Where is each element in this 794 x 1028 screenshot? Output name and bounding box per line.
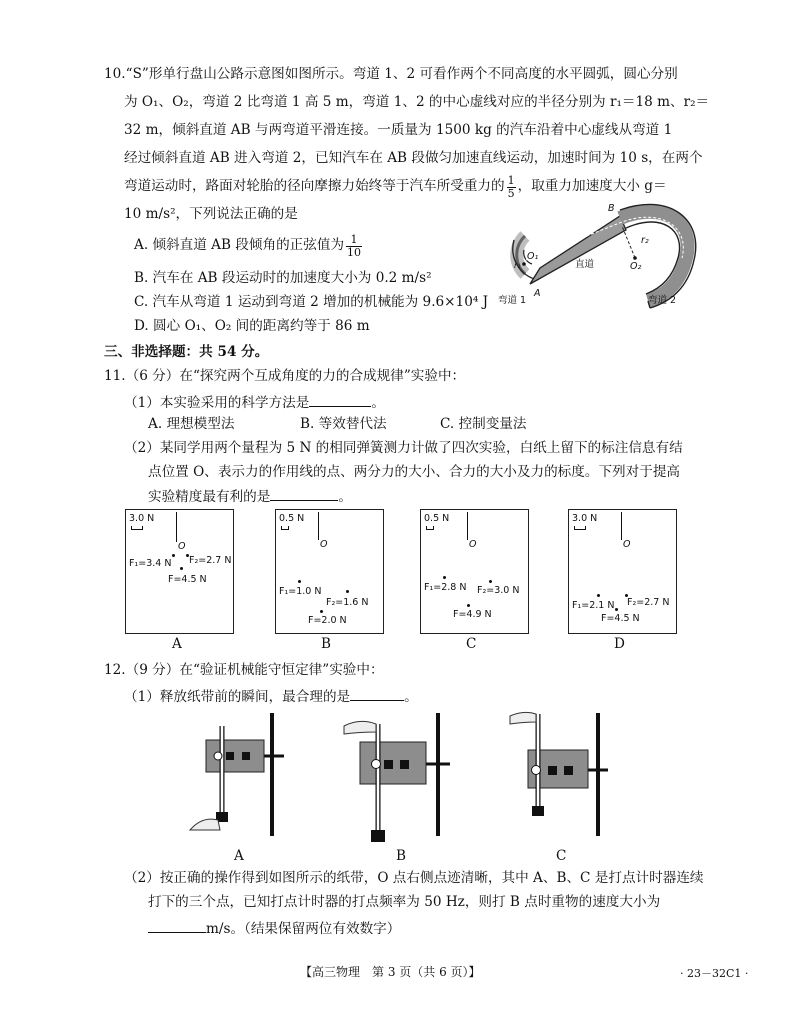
straight-road-label: 直道 (575, 259, 595, 270)
q11-part-1 (124, 394, 385, 411)
answer-blank (270, 488, 338, 501)
q10-line-5-text-b: ，取重力加速度大小 g＝ (517, 178, 667, 195)
panel-c-caption: C (466, 636, 477, 652)
f1-label: F₁=2.8 N (424, 582, 467, 593)
scale-label: 3.0 N (572, 513, 598, 524)
f2-dot (489, 580, 492, 583)
apparatus-c (510, 712, 608, 836)
f-dot (467, 604, 470, 607)
o1-label: O₁ (527, 251, 539, 262)
q10-option-d: D. 圆心 O₁、O₂ 间的距离约等于 86 m (134, 318, 370, 334)
force-line (176, 512, 177, 542)
scale-label: 0.5 N (279, 513, 305, 524)
apparatus-a-caption: A (234, 848, 244, 864)
q11-choice-c: C. 控制变量法 (440, 416, 527, 432)
q11-choice-b: B. 等效替代法 (300, 416, 387, 432)
point-b-label: B (608, 203, 615, 214)
q11-part-2-end: 。 (338, 489, 352, 505)
f-dot (180, 567, 183, 570)
point-a-label: A (534, 288, 541, 299)
f2-label: F₂=1.6 N (326, 597, 369, 608)
q11-part-1-end: 。 (371, 395, 385, 411)
q10-line-5-text-a: 弯道运动时，路面对轮胎的径向摩擦力始终等于汽车所受重力的 (124, 178, 505, 195)
fraction-numerator: 1 (346, 234, 362, 247)
f2-label: F₂=2.7 N (627, 597, 670, 608)
apparatus-b (344, 713, 450, 842)
q12-part-1-end: 。 (404, 689, 418, 705)
q11-part-2-line-1: （2）某同学用两个量程为 5 N 的相同弹簧测力计做了四次实验，白纸上留下的标注信息有结 (124, 440, 683, 456)
q12-part-1-text: （1）释放纸带前的瞬间，最合理的是 (124, 689, 351, 705)
knot-point-o: O (320, 539, 328, 550)
knot-point-o: O (469, 539, 477, 550)
q12-part-2-line-1: （2）按正确的操作得到如图所示的纸带，O 点右侧点迹清晰，其中 A、B、C 是打点计时器连续 (124, 870, 704, 886)
q11-part-2-line-2: 点位置 O、表示力的作用线的点、两分力的大小、合力的大小及力的标度。下列对于提高 (148, 464, 681, 480)
q12-part-2-line-2: 打下的三个点，已知打点计时器的打点频率为 50 Hz，则打 B 点时重物的速度大小为 (148, 894, 661, 910)
q10-line-3: 32 m，倾斜直道 AB 与两弯道平滑连接。一质量为 1500 kg 的汽车沿着中心虚线从弯道 1 (124, 122, 673, 138)
center-o1-dot (522, 262, 526, 266)
scale-bar (281, 526, 289, 530)
f2-label: F₂=3.0 N (477, 585, 520, 596)
apparatus-c-caption: C (556, 848, 567, 864)
fraction-one-tenth (346, 234, 362, 258)
answer-blank (148, 920, 206, 933)
panel-a-caption: A (172, 636, 182, 652)
f2-label: F₂=2.7 N (189, 555, 232, 566)
q10-line-4: 经过倾斜直道 AB 进入弯道 2，已知汽车在 AB 段做匀加速直线运动，加速时间为 10 s，在两个 (124, 150, 703, 166)
q10-line-2: 为 O₁、O₂，弯道 2 比弯道 1 高 5 m，弯道 1、2 的中心虚线对应的半径分别为 r₁＝18 m、r₂＝ (124, 94, 710, 110)
scale-bar (426, 526, 434, 530)
apparatus-b-caption: B (396, 848, 406, 864)
force-line (621, 512, 622, 540)
r1-label: r₁ (514, 261, 521, 270)
f-dot (320, 610, 323, 613)
section-3-heading: 三、非选择题：共 54 分。 (104, 344, 269, 360)
o2-label: O₂ (630, 261, 642, 272)
q12-part-2-line-3-text: m/s。（结果保留两位有效数字） (206, 921, 401, 937)
scale-label: 3.0 N (129, 513, 155, 524)
scale-bar (131, 526, 143, 530)
f1-dot (172, 554, 175, 557)
knot-point-o: O (623, 539, 631, 550)
panel-d-caption: D (614, 636, 625, 652)
q10-option-c: C. 汽车从弯道 1 运动到弯道 2 增加的机械能为 9.6×10⁴ J (134, 294, 489, 310)
page-footer: 【高三物理 第 3 页（共 6 页）】 (300, 965, 481, 979)
curve-2-road (620, 212, 688, 301)
scale-label: 0.5 N (424, 513, 450, 524)
force-panel-a (125, 509, 234, 634)
q10-option-b: B. 汽车在 AB 段运动时的加速度大小为 0.2 m/s² (134, 270, 432, 286)
fraction-denominator: 10 (347, 245, 362, 259)
force-panel-c (420, 509, 529, 634)
f-label: F=4.5 N (168, 574, 207, 585)
q11-choice-a: A. 理想模型法 (148, 416, 235, 432)
q11-part-1-text: （1）本实验采用的科学方法是 (124, 395, 310, 411)
panel-b-caption: B (321, 636, 331, 652)
curve-1-label: 弯道 1 (498, 295, 527, 306)
fraction-denominator: 5 (507, 186, 515, 200)
force-panel-d (568, 509, 677, 634)
q10-line-1: 10.“S”形单行盘山公路示意图如图所示。弯道 1、2 可看作两个不同高度的水平圆弧，圆心分别 (104, 66, 678, 82)
force-panel-b (275, 509, 384, 634)
r2-label: r₂ (641, 235, 649, 246)
f-label: F=4.9 N (453, 609, 492, 620)
force-line (467, 512, 468, 540)
f1-dot (597, 594, 600, 597)
q11-part-2-line-3-text: 实验精度最有利的是 (148, 489, 271, 505)
q12-part-2-line-3 (148, 920, 400, 937)
fraction-numerator: 1 (507, 173, 515, 187)
f1-label: F₁=1.0 N (279, 586, 322, 597)
f1-label: F₁=3.4 N (129, 558, 172, 569)
fraction-one-fifth (507, 175, 516, 199)
f-label: F=2.0 N (308, 615, 347, 626)
q10-line-6: 10 m/s²，下列说法正确的是 (124, 206, 298, 222)
f1-dot (443, 576, 446, 579)
q11-title: 11.（6 分）在“探究两个互成角度的力的合成规律”实验中： (104, 368, 466, 384)
f-dot (615, 608, 618, 611)
center-o2-dot (633, 256, 637, 260)
apparatus-figures (180, 708, 620, 848)
answer-blank (350, 688, 404, 701)
f1-label: F₁=2.1 N (572, 600, 615, 611)
curve-2-label: 弯道 2 (648, 295, 677, 306)
q10-option-a-text: A. 倾斜直道 AB 段倾角的正弦值为 (134, 237, 345, 254)
f2-dot (346, 590, 349, 593)
f-label: F=4.5 N (601, 613, 640, 624)
f1-dot (298, 580, 301, 583)
q12-part-1 (124, 688, 418, 705)
paper-code: · 23－32C1 · (680, 967, 749, 980)
q11-part-2-line-3 (148, 488, 352, 505)
answer-blank (309, 394, 371, 407)
apparatus-a (190, 713, 284, 836)
q10-option-a (134, 232, 364, 260)
q10-line-5 (124, 174, 667, 200)
q12-title: 12.（9 分）在“验证机械能守恒定律”实验中： (104, 662, 384, 678)
force-line (318, 512, 319, 540)
scale-bar (574, 526, 586, 530)
knot-point-o: O (178, 541, 186, 552)
